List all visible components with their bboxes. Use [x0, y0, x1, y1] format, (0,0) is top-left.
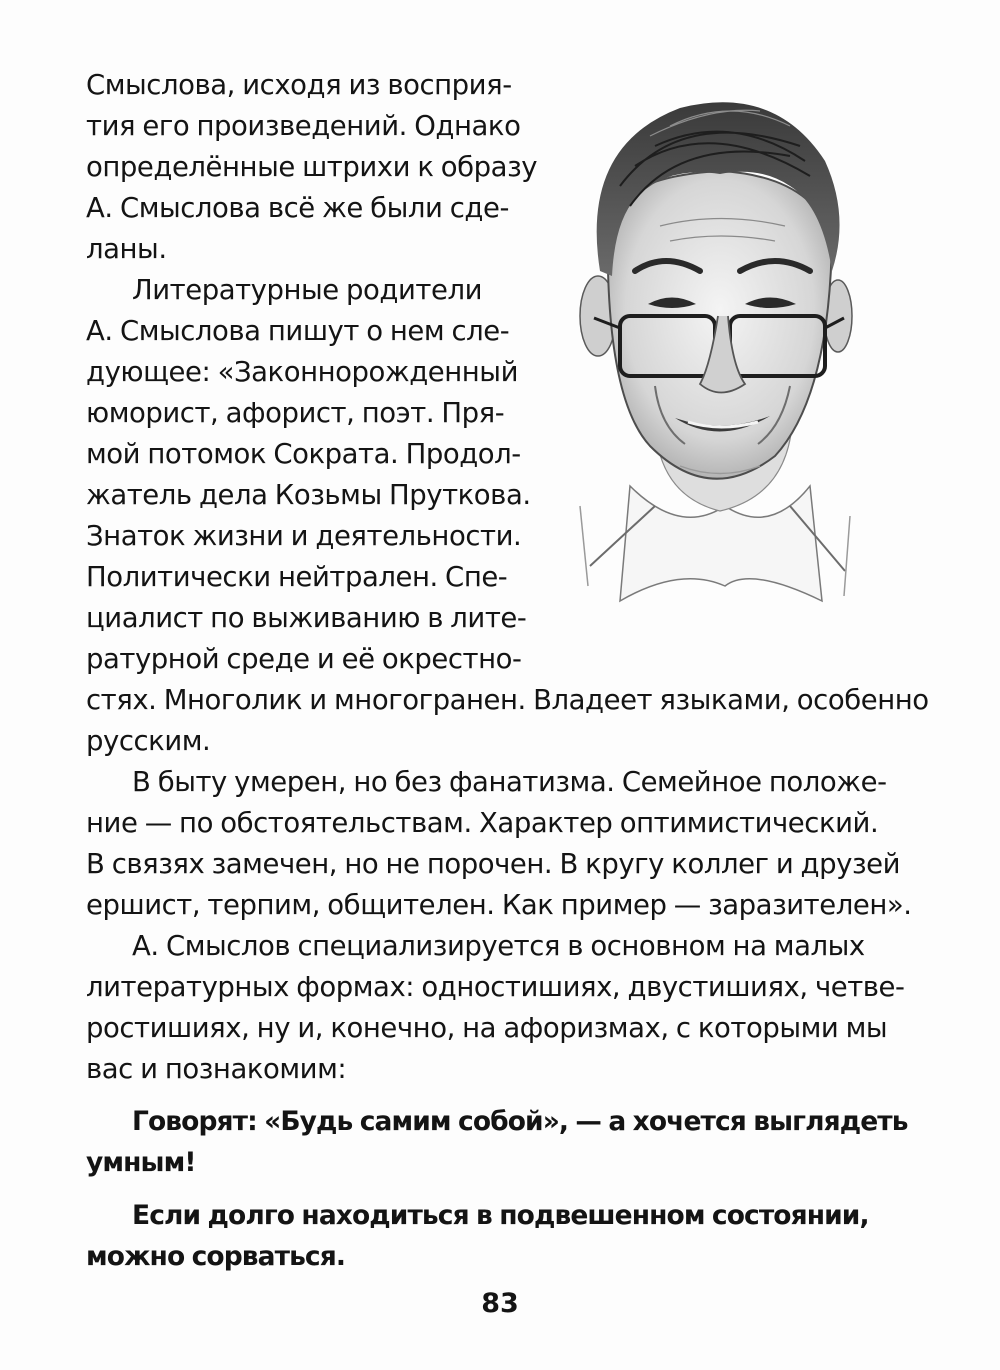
aphorism-line: Если долго находиться в подвешенном состоянии, — [132, 1200, 869, 1231]
text-line: дующее: «Законнорожденный — [86, 356, 518, 388]
text-line: циалист по выживанию в лите- — [86, 602, 527, 634]
text-line: Литературные родители — [132, 274, 483, 306]
text-line: мой потомок Сократа. Продол- — [86, 438, 521, 470]
text-line: В связях замечен, но не порочен. В кругу коллег и друзей — [86, 848, 901, 880]
page-number: 83 — [481, 1288, 519, 1319]
text-line: литературных формах: одностишиях, двустишиях, четве- — [86, 971, 905, 1003]
text-line: тия его произведений. Однако — [86, 110, 521, 142]
text-line: А. Смыслов специализируется в основном на малых — [132, 930, 865, 962]
text-line: ершист, терпим, общителен. Как пример — заразителен». — [86, 889, 912, 921]
aphorism-line: Говорят: «Будь самим собой», — а хочется выглядеть — [132, 1106, 908, 1137]
text-line: ние — по обстоятельствам. Характер оптимистический. — [86, 807, 879, 839]
text-line: ратурной среде и её окрестно- — [86, 643, 522, 675]
text-line: Политически нейтрален. Спе- — [86, 561, 508, 593]
aphorism-line: можно сорваться. — [86, 1241, 346, 1272]
text-line: вас и познакомим: — [86, 1053, 347, 1085]
text-line: В быту умерен, но без фанатизма. Семейное положе- — [132, 766, 887, 798]
author-portrait-illustration — [560, 66, 860, 626]
text-line: жатель дела Козьмы Пруткова. — [86, 479, 531, 511]
text-line: определённые штрихи к образу — [86, 151, 538, 183]
text-line: Смыслова, исходя из восприя- — [86, 69, 512, 101]
text-line: ростишиях, ну и, конечно, на афоризмах, с которыми мы — [86, 1012, 888, 1044]
text-line: А. Смыслова пишут о нем сле- — [86, 315, 510, 347]
text-line: Знаток жизни и деятельности. — [86, 520, 522, 552]
text-line: стях. Многолик и многогранен. Владеет языками, особенно — [86, 684, 929, 716]
text-line: юморист, афорист, поэт. Пря- — [86, 397, 505, 429]
text-line: русским. — [86, 725, 211, 757]
text-line: А. Смыслова всё же были сде- — [86, 192, 509, 224]
aphorism-line: умным! — [86, 1147, 196, 1178]
text-line: ланы. — [86, 233, 167, 265]
